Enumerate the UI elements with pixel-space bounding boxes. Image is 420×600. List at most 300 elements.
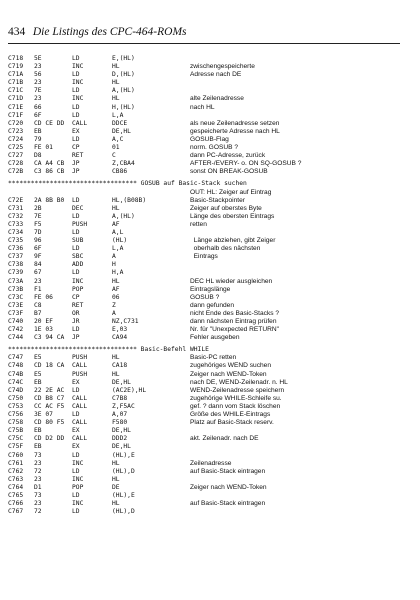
mnemonic: RET [72, 301, 84, 309]
address: C724 [8, 135, 24, 143]
listing-row [8, 160, 412, 168]
operand: (HL),E [112, 491, 135, 499]
operand: C [112, 152, 116, 160]
listing-row [8, 229, 412, 237]
comment: Basic-PC retten [190, 354, 237, 362]
address: C71D [8, 95, 24, 103]
hex-bytes: 84 [34, 261, 42, 269]
hex-bytes: 6F [34, 111, 42, 119]
comment: DEC HL wieder ausgleichen [190, 277, 273, 285]
comment: Zeiger nach WEND-Token [190, 483, 267, 491]
listing-row [8, 120, 412, 128]
listing-row [8, 189, 412, 197]
address: C738 [8, 261, 24, 269]
address: C723 [8, 127, 24, 135]
operand: AF [112, 285, 120, 293]
hex-bytes: 1E 03 [34, 326, 53, 334]
address: C728 [8, 160, 24, 168]
hex-bytes: 9F [34, 253, 42, 261]
page-title: Die Listings des CPC-464-ROMs [32, 26, 187, 38]
mnemonic: RET [72, 152, 84, 160]
page-header [8, 26, 412, 42]
address: C75B [8, 427, 24, 435]
address: C739 [8, 269, 24, 277]
comment: zugehöriges WEND suchen [190, 362, 271, 370]
operand: F580 [112, 419, 128, 427]
listing-row [8, 136, 412, 144]
hex-bytes: EB [34, 443, 42, 451]
hex-bytes: C8 [34, 301, 42, 309]
hex-bytes: 79 [34, 135, 42, 143]
operand: H,(HL) [112, 103, 135, 111]
comment: auf Basic-Stack eintragen [190, 467, 266, 475]
hex-bytes: B7 [34, 309, 42, 317]
listing-row [8, 500, 412, 508]
listing-row [8, 63, 412, 71]
listing-row [8, 128, 412, 136]
mnemonic: CALL [72, 402, 88, 410]
listing-row [8, 326, 412, 334]
operand: CB86 [112, 168, 128, 176]
hex-bytes: 3E 07 [34, 411, 53, 419]
address: C71F [8, 111, 24, 119]
comment: gespeicherte Adresse nach HL [190, 127, 280, 135]
comment: Fehler ausgeben [190, 334, 240, 342]
listing-row [8, 379, 412, 387]
mnemonic: JP [72, 168, 80, 176]
comment: Basic-Stackpointer [190, 196, 245, 204]
operand: HL [112, 459, 120, 467]
mnemonic: INC [72, 459, 84, 467]
mnemonic: INC [72, 277, 84, 285]
hex-bytes: FE 06 [34, 293, 53, 301]
operand: CA18 [112, 362, 128, 370]
mnemonic: CALL [72, 394, 88, 402]
hex-bytes: 22 2E AC [34, 386, 65, 394]
comment: Nr. für "Unexpected RETURN" [190, 326, 279, 334]
comment: GOSUB-Flag [190, 135, 229, 143]
listing-row [8, 104, 412, 112]
address: C763 [8, 475, 24, 483]
operand: L,A [112, 111, 124, 119]
mnemonic: LD [72, 451, 80, 459]
mnemonic: LD [72, 467, 80, 475]
operand: HL [112, 354, 120, 362]
address: C71C [8, 87, 24, 95]
hex-bytes: CA A4 CB [34, 160, 65, 168]
hex-bytes: 2A 8B B0 [34, 196, 65, 204]
address: C73B [8, 285, 24, 293]
hex-bytes: 72 [34, 467, 42, 475]
operand: (HL),D [112, 508, 135, 516]
section-header: ********************************** GOSUB auf Basic-Stack suchen [8, 180, 247, 188]
operand: E,(HL) [112, 55, 135, 62]
address: C72E [8, 196, 24, 204]
hex-bytes: EB [34, 427, 42, 435]
operand: H,A [112, 269, 124, 277]
address: C734 [8, 228, 24, 236]
operand: (HL),D [112, 467, 135, 475]
mnemonic: LD [72, 212, 80, 220]
listing-row [8, 213, 412, 221]
hex-bytes: 6F [34, 245, 42, 253]
comment: nach DE, WEND-Zeilenadr. n. HL [190, 378, 288, 386]
comment: nach HL [190, 103, 215, 111]
hex-bytes: 56 [34, 71, 42, 79]
address: C72B [8, 168, 24, 176]
address: C740 [8, 318, 24, 325]
operand: DE,HL [112, 378, 131, 386]
listing-row [8, 278, 412, 286]
listing-row [8, 411, 412, 419]
listing-row [8, 221, 412, 229]
address: C725 [8, 144, 24, 152]
comment: norm. GOSUB ? [190, 144, 239, 152]
operand: (AC2E),HL [112, 386, 147, 394]
operand: CA94 [112, 334, 128, 342]
operand: HL [112, 475, 120, 483]
address: C74C [8, 378, 24, 386]
mnemonic: LD [72, 87, 80, 95]
operand: A,C [112, 135, 124, 143]
hex-bytes: FE 01 [34, 144, 53, 152]
operand: HL [112, 95, 120, 103]
hex-bytes: EB [34, 127, 42, 135]
hex-bytes: 72 [34, 508, 42, 516]
mnemonic: LD [72, 269, 80, 277]
comment: alte Zeilenadresse [190, 95, 244, 103]
comment: Zeiger auf oberstes Byte [190, 204, 262, 212]
listing-row [8, 79, 412, 87]
comment: gef. ? dann vom Stack löschen [190, 402, 281, 410]
mnemonic: PUSH [72, 220, 88, 228]
mnemonic: LD [72, 508, 80, 516]
listing-row [8, 310, 412, 318]
listing-row [8, 362, 412, 370]
address: C760 [8, 451, 24, 459]
operand: (HL),E [112, 451, 135, 459]
mnemonic: CALL [72, 362, 88, 370]
address: C75C [8, 435, 24, 443]
address: C727 [8, 152, 24, 160]
address: C71B [8, 79, 24, 87]
hex-bytes: 23 [34, 277, 42, 285]
comment: dann PC-Adresse, zurück [190, 152, 266, 160]
listing-row [8, 354, 412, 362]
address: C767 [8, 508, 24, 516]
comment: akt. Zeilenadr. nach DE [190, 435, 259, 443]
operand: (HL) [112, 237, 128, 245]
comment: dann gefunden [190, 301, 235, 309]
listing-row [8, 237, 412, 245]
mnemonic: CALL [72, 419, 88, 427]
operand: E,03 [112, 326, 128, 334]
mnemonic: SBC [72, 253, 84, 261]
comment: Eintrags [190, 253, 218, 261]
address: C736 [8, 245, 24, 253]
hex-bytes: EB [34, 378, 42, 386]
comment: GOSUB ? [190, 293, 220, 301]
address: C71A [8, 71, 24, 79]
mnemonic: CALL [72, 119, 88, 127]
mnemonic: LD [72, 386, 80, 394]
hex-bytes: 96 [34, 237, 42, 245]
operand: Z,CBA4 [112, 160, 135, 168]
mnemonic: EX [72, 443, 80, 451]
listing-row [8, 302, 412, 310]
mnemonic: CALL [72, 435, 88, 443]
hex-bytes: 23 [34, 63, 42, 71]
mnemonic: POP [72, 285, 84, 293]
operand: C7B8 [112, 394, 128, 402]
address: C748 [8, 362, 24, 370]
operand: AF [112, 220, 120, 228]
operand: DDCE [112, 119, 128, 127]
operand: DE [112, 483, 120, 491]
listing-row [8, 334, 412, 342]
listing-row [8, 435, 412, 443]
mnemonic: ADD [72, 261, 84, 269]
mnemonic: POP [72, 483, 84, 491]
listing-row [8, 294, 412, 302]
hex-bytes: C3 94 CA [34, 334, 65, 342]
hex-bytes: 67 [34, 269, 42, 277]
mnemonic: INC [72, 475, 84, 483]
hex-bytes: 23 [34, 459, 42, 467]
operand: D,(HL) [112, 71, 135, 79]
hex-bytes: 7E [34, 87, 42, 95]
mnemonic: EX [72, 378, 80, 386]
comment: dann nächsten Eintrag prüfen [190, 318, 277, 325]
mnemonic: PUSH [72, 370, 88, 378]
address: C762 [8, 467, 24, 475]
address: C761 [8, 459, 24, 467]
comment: Adresse nach DE [190, 71, 242, 79]
address: C718 [8, 55, 24, 62]
comment: zwischengespeicherte [190, 63, 255, 71]
address: C73C [8, 293, 24, 301]
address: C73F [8, 309, 24, 317]
mnemonic: LD [72, 491, 80, 499]
address: C720 [8, 119, 24, 127]
comment: als neue Zeilenadresse setzen [190, 119, 280, 127]
address: C74D [8, 386, 24, 394]
listing-row [8, 261, 412, 269]
listing-row [8, 427, 412, 435]
operand: A [112, 253, 116, 261]
address: C764 [8, 483, 24, 491]
hex-bytes: 73 [34, 451, 42, 459]
listing-row [8, 197, 412, 205]
mnemonic: DEC [72, 204, 84, 212]
address: C71E [8, 103, 24, 111]
hex-bytes: E5 [34, 354, 42, 362]
comment: sonst ON BREAK-GOSUB [190, 168, 268, 176]
operand: A,(HL) [112, 87, 135, 95]
listing-row [8, 508, 412, 516]
mnemonic: INC [72, 95, 84, 103]
hex-bytes: 23 [34, 79, 42, 87]
comment: OUT: HL: Zeiger auf Eintrag [190, 188, 272, 196]
mnemonic: LD [72, 228, 80, 236]
comment: AFTER-/EVERY- o. ON SQ-GOSUB ? [190, 160, 302, 168]
operand: HL [112, 79, 120, 87]
hex-bytes: CD 18 CA [34, 362, 65, 370]
operand: DDD2 [112, 435, 128, 443]
mnemonic: JR [72, 318, 80, 325]
operand: HL [112, 277, 120, 285]
operand: Z [112, 301, 116, 309]
hex-bytes: D1 [34, 483, 42, 491]
listing-row [8, 205, 412, 213]
address: C73E [8, 301, 24, 309]
operand: HL [112, 500, 120, 508]
listing-row [8, 286, 412, 294]
page-number: 434 [8, 26, 26, 38]
hex-bytes: CD B8 C7 [34, 394, 65, 402]
address: C735 [8, 237, 24, 245]
assembly-listing [8, 55, 412, 516]
comment: zugehörige WHILE-Schleife su. [190, 394, 282, 402]
hex-bytes: C3 86 CB [34, 168, 65, 176]
hex-bytes: 23 [34, 95, 42, 103]
header-rule [8, 43, 400, 44]
mnemonic: PUSH [72, 354, 88, 362]
mnemonic: CP [72, 144, 80, 152]
comment: nicht Ende des Basic-Stacks ? [190, 309, 280, 317]
listing-row [8, 476, 412, 484]
address: C733 [8, 220, 24, 228]
comment: Zeilenadresse [190, 459, 232, 467]
mnemonic: INC [72, 79, 84, 87]
operand: A,(HL) [112, 212, 135, 220]
hex-bytes: 7E [34, 212, 42, 220]
address: C765 [8, 491, 24, 499]
hex-bytes: CD D2 DD [34, 435, 65, 443]
mnemonic: JP [72, 334, 80, 342]
listing-row [8, 168, 412, 176]
operand: 01 [112, 144, 120, 152]
hex-bytes: F1 [34, 285, 42, 293]
address: C75F [8, 443, 24, 451]
mnemonic: JP [72, 160, 80, 168]
address: C753 [8, 402, 24, 410]
address: C758 [8, 419, 24, 427]
operand: L,A [112, 245, 124, 253]
mnemonic: LD [72, 103, 80, 111]
address: C737 [8, 253, 24, 261]
hex-bytes: 23 [34, 500, 42, 508]
mnemonic: EX [72, 127, 80, 135]
address: C74B [8, 370, 24, 378]
mnemonic: LD [72, 55, 80, 62]
section-header-row [8, 346, 412, 354]
listing-row [8, 443, 412, 451]
hex-bytes: 66 [34, 103, 42, 111]
comment: Platz auf Basic-Stack reserv. [190, 419, 274, 427]
section-header: ********************************** Basic-Befehl WHILE [8, 346, 209, 354]
mnemonic: SUB [72, 237, 84, 245]
listing-row [8, 452, 412, 460]
mnemonic: OR [72, 309, 80, 317]
mnemonic: INC [72, 63, 84, 71]
hex-bytes: 23 [34, 475, 42, 483]
address: C766 [8, 500, 24, 508]
operand: HL [112, 63, 120, 71]
mnemonic: LD [72, 326, 80, 334]
listing-row [8, 112, 412, 120]
operand: A,L [112, 228, 124, 236]
listing-row [8, 403, 412, 411]
listing-row [8, 55, 412, 63]
section-header-row [8, 180, 412, 188]
hex-bytes: 73 [34, 491, 42, 499]
operand: DE,HL [112, 127, 131, 135]
mnemonic: EX [72, 427, 80, 435]
listing-row [8, 269, 412, 277]
comment: Länge abziehen, gibt Zeiger [190, 237, 276, 245]
listing-row [8, 87, 412, 95]
operand: H [112, 261, 116, 269]
listing-row [8, 419, 412, 427]
operand: 06 [112, 293, 120, 301]
operand: Z,F5AC [112, 402, 135, 410]
comment: Zeiger nach WEND-Token [190, 370, 267, 378]
hex-bytes: 20 EF [34, 318, 53, 325]
address: C750 [8, 394, 24, 402]
mnemonic: LD [72, 71, 80, 79]
hex-bytes: 5E [34, 55, 42, 62]
mnemonic: INC [72, 500, 84, 508]
mnemonic: LD [72, 411, 80, 419]
operand: HL [112, 370, 120, 378]
address: C732 [8, 212, 24, 220]
listing-row [8, 318, 412, 326]
comment: WEND-Zeilenadresse speichern [190, 386, 285, 394]
comment: Eintragslänge [190, 285, 231, 293]
mnemonic: LD [72, 111, 80, 119]
listing-row [8, 395, 412, 403]
comment: Größe des WHILE-Eintrags [190, 411, 271, 419]
hex-bytes: CC AC F5 [34, 402, 65, 410]
listing-row [8, 460, 412, 468]
listing-row [8, 492, 412, 500]
address: C744 [8, 334, 24, 342]
hex-bytes: D8 [34, 152, 42, 160]
hex-bytes: 7D [34, 228, 42, 236]
listing-row [8, 253, 412, 261]
mnemonic: LD [72, 135, 80, 143]
address: C719 [8, 63, 24, 71]
hex-bytes: CD CE DD [34, 119, 65, 127]
listing-row [8, 71, 412, 79]
operand: NZ,C731 [112, 318, 139, 325]
listing-row [8, 484, 412, 492]
comment: retten [190, 220, 207, 228]
mnemonic: LD [72, 245, 80, 253]
hex-bytes: 2B [34, 204, 42, 212]
operand: HL,(B08B) [112, 196, 147, 204]
address: C747 [8, 354, 24, 362]
operand: A [112, 309, 116, 317]
hex-bytes: F5 [34, 220, 42, 228]
operand: HL [112, 204, 120, 212]
hex-bytes: E5 [34, 370, 42, 378]
comment: auf Basic-Stack eintragen [190, 500, 266, 508]
comment: oberhalb des nächsten [190, 245, 261, 253]
listing-row [8, 95, 412, 103]
operand: DE,HL [112, 427, 131, 435]
